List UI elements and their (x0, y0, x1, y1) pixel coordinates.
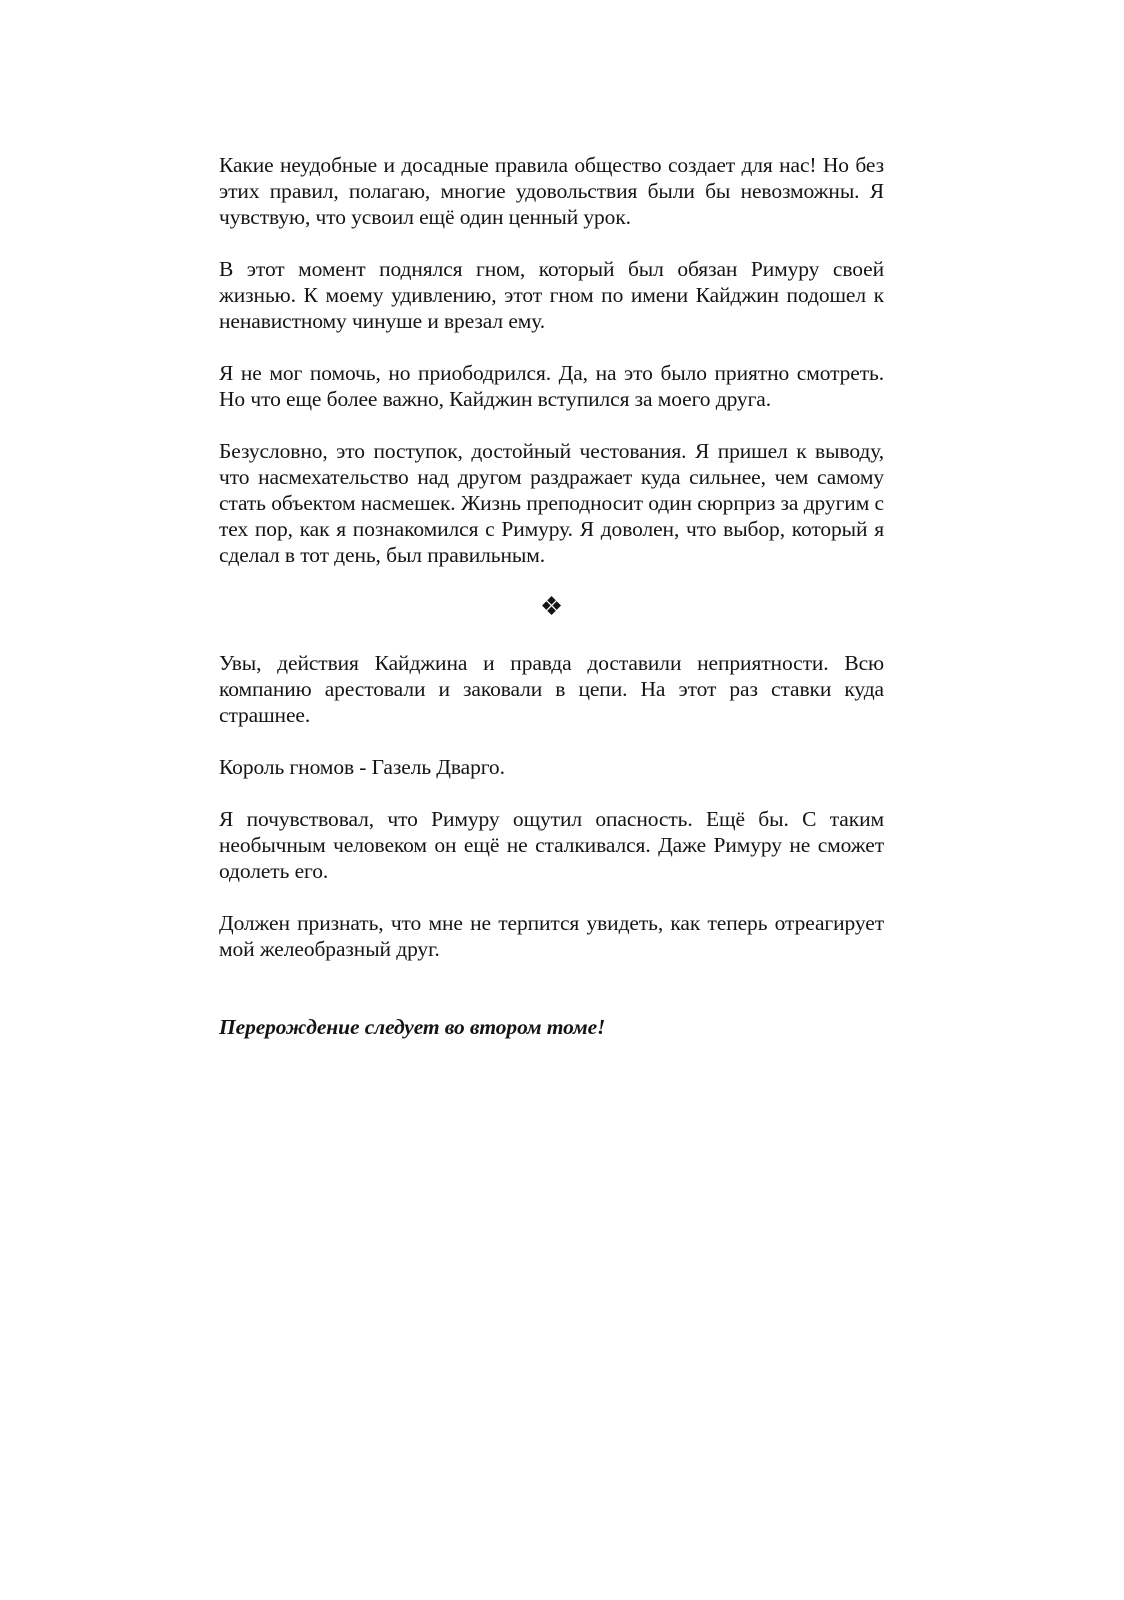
paragraph-kaijin-punch: В этот момент поднялся гном, который был обязан Римуру своей жизнью. К моему удивлению, этот гном по имени Кайджин подошел к ненавистному чинуше и врезал ему. (219, 257, 884, 333)
section-separator (219, 594, 884, 624)
paragraph-danger-sensed: Я почувствовал, что Римуру ощутил опасность. Ещё бы. С таким необычным человеком он ещё не сталкивался. Даже Римуру не сможет одолеть его. (219, 807, 884, 883)
document-page (219, 152, 884, 1066)
paragraph-dwarf-king: Король гномов - Газель Дварго. (219, 755, 505, 779)
paragraph-arrested: Увы, действия Кайджина и правда доставили неприятности. Всю компанию арестовали и заковали в цепи. На этот раз ставки куда страшнее. (219, 651, 884, 727)
paragraph-honorable-deed: Безусловно, это поступок, достойный честования. Я пришел к выводу, что насмехательство над другом раздражает куда сильнее, чем самому стать объектом насмешек. Жизнь преподносит один сюрприз за другим с тех пор, как я познакомился с Римуру. Я доволен, что выбор, который я сделал в тот день, был правильным. (219, 439, 884, 567)
closing-line: Перерождение следует во втором томе! (219, 1015, 606, 1039)
paragraph-cant-wait: Должен признать, что мне не терпится увидеть, как теперь отреагирует мой желеобразный друг. (219, 911, 884, 961)
paragraph-cheered-up: Я не мог помочь, но приободрился. Да, на это было приятно смотреть. Но что еще более важно, Кайджин вступился за моего друга. (219, 361, 884, 411)
four-diamond-ornament-icon: ❖ (539, 592, 564, 621)
paragraph-rules-lesson: Какие неудобные и досадные правила общество создает для нас! Но без этих правил, полагаю, многие удовольствия были бы невозможны. Я чувствую, что усвоил ещё один ценный урок. (219, 153, 884, 229)
